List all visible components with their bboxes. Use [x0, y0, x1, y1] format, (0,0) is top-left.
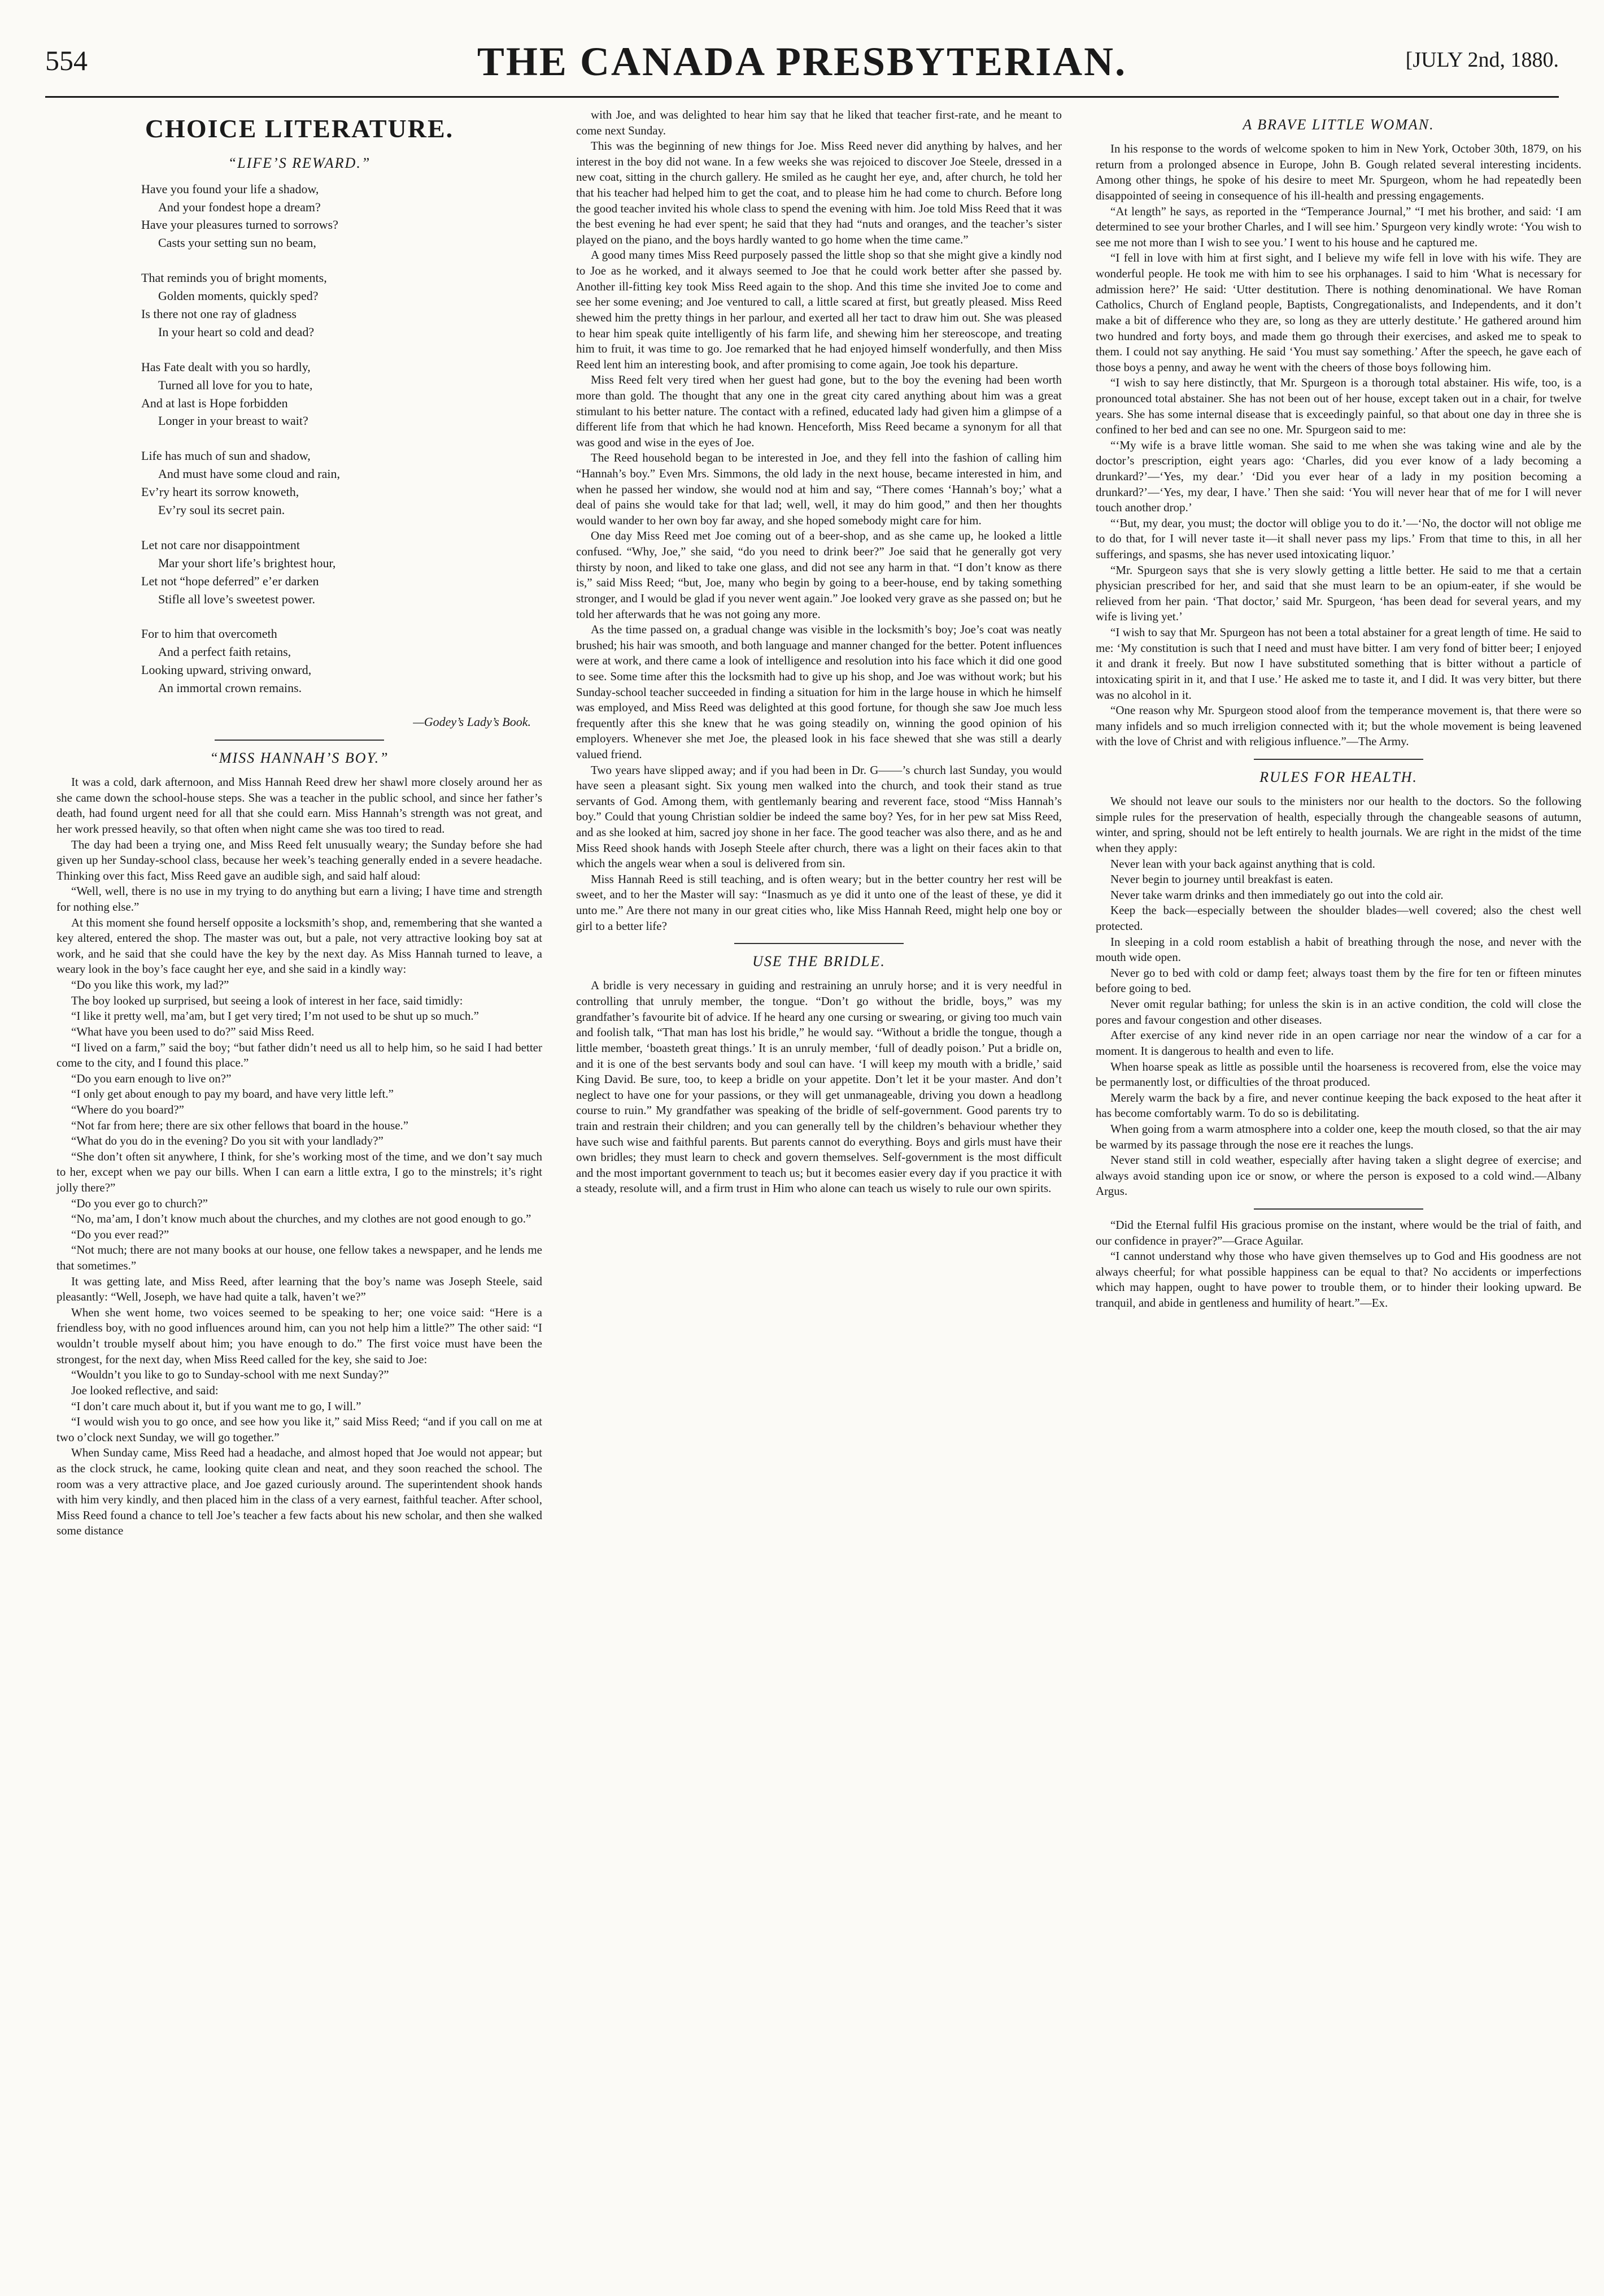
paragraph: “One reason why Mr. Spurgeon stood aloof from the temperance movement is, that there were so many infidels and so much irreligion connected with it; but the whole movement is being leavened with the love of Christ and with religious influence.”—The Army. [1096, 703, 1581, 749]
poem-credit: —Godey’s Lady’s Book. [413, 715, 531, 729]
poem-line: Longer in your breast to wait? [158, 414, 308, 428]
page-number: 554 [45, 45, 88, 76]
paragraph: Miss Reed felt very tired when her guest had gone, but to the boy the evening had been worth more than gold. The thought that any one in the great city cared anything about him was a great stimulant to his better nature. The contact with a refined, educated lady had given him a glimpse of a different life from that which he had known. Henceforth, Miss Reed became a synonym for all that was good and wise in the eyes of Joe. [576, 373, 1062, 449]
paragraph: “Do you ever go to church?” [71, 1196, 208, 1210]
paragraph: We should not leave our souls to the ministers nor our health to the doctors. So the following simple rules for the preservation of health, especially through the changeable seasons of autumn, winter, and spring, should not be left entirely to health journals. We are right in the midst of the time when they apply: [1096, 794, 1581, 855]
newspaper-title: THE CANADA PRESBYTERIAN. [477, 39, 1127, 84]
poem-stanza [141, 625, 542, 697]
paragraph: This was the beginning of new things for Joe. Miss Reed never did anything by halves, and her interest in the boy did not wane. In a few weeks she was rejoiced to discover Joe Steele, dressed in a new coat, sitting in the church gallery. He smiled as he caught her eye, and, after church, he told her that his teacher had helped him to get the coat, and to please him he had come to church. Before long the good teacher invited his whole class to spend the evening with him. Joe told Miss Reed that it was the best evening he had ever spent; he said that they had “nuts and oranges, and the teacher’s sister played on the piano, and the boys hardly wanted to go home when the time came.” [576, 139, 1062, 246]
paragraph: “At length” he says, as reported in the “Temperance Journal,” “I met his brother, and said: ‘I am determined to see your brother Charles, and I will see him.’ Spurgeon very kindly wrote: ‘You wish to see me not more than I wish to see you.’ I went to his house and he captured me. [1096, 204, 1581, 249]
paragraph: Keep the back—especially between the shoulder blades—well covered; also the chest well protected. [1096, 903, 1581, 933]
article-body-health [1096, 794, 1581, 1199]
poem-line: Turned all love for you to hate, [158, 377, 313, 392]
poem-line: And at last is Hope forbidden [141, 395, 288, 410]
paragraph: When going from a warm atmosphere into a colder one, keep the mouth closed, so that the air may be warmed by its passage through the nose ere it reaches the lungs. [1096, 1121, 1581, 1151]
paragraph: It was a cold, dark afternoon, and Miss Hannah Reed drew her shawl more closely around her as she came down the school-house steps. She was a teacher in the public school, and since her father’s death, had found urgent need for all that she could earn. Miss Hannah’s strength was not great, and her work pressed heavily, so that often when night came she was too tired to read. [56, 775, 542, 836]
paragraph: In his response to the words of welcome spoken to him in New York, October 30th, 1879, on his return from a prolonged absence in Europe, John B. Gough related several interesting incidents. Among other things, he spoke of his desire to meet Mr. Spurgeon, whom he had repeatedly been disappointed of seeing in consequence of his ill-health and pressing engagements. [1096, 142, 1581, 203]
paragraph: One day Miss Reed met Joe coming out of a beer-shop, and as she came up, he looked a little confused. “Why, Joe,” she said, “do you need to drink beer?” Joe said that he generally got very thirsty by noon, and liked to take one glass, and did not see any harm in that. “I don’t know as there is,” said Miss Reed; “but, Joe, many who begin by going to a beer-house, end by taking something stronger, and I would be glad if you never went again.” Joe looked very grave as she passed on; but he told her afterwards that he was not going any more. [576, 529, 1062, 621]
paragraph: “I lived on a farm,” said the boy; “but father didn’t need us all to help him, so he said I had better come to the city, and I found this place.” [56, 1040, 542, 1070]
poem-line: And a perfect faith retains, [158, 645, 291, 659]
paragraph: “She don’t often sit anywhere, I think, for she’s working most of the time, and we don’t say much to her, except when we pay our bills. When I can earn a little extra, I go to the minstrels; it’s right jolly there?” [56, 1149, 542, 1194]
poem-line: Ev’ry soul its secret pain. [158, 503, 285, 518]
poem [141, 180, 542, 697]
poem-line: Casts your setting sun no beam, [158, 236, 316, 250]
poem-title: “LIFE’S REWARD.” [228, 155, 371, 172]
paragraph: Two years have slipped away; and if you had been in Dr. G——’s church last Sunday, you would have seen a pleasant sight. Six young men walked into the church, and took their stand as true servants of God. Among them, with gentlemanly bearing and reverent face, stood “Miss Hannah’s boy.” Could that young Christian soldier be indeed the same boy? Yes, for in her pew sat Miss Reed, and as she looked at him, sacred joy shone in her face. The good teacher was also there, and as he and Miss Reed shook hands with Joseph Steele after church, there was a light on their faces akin to that which the angels wear when a soul is delivered from sin. [576, 763, 1062, 871]
column-3 [1096, 107, 1581, 1311]
poem-line: Ev’ry heart its sorrow knoweth, [141, 485, 299, 499]
paragraph: The day had been a trying one, and Miss Reed felt unusually weary; the Sunday before she had given up her Sunday-school class, because her week’s teaching generally ended in a severe headache. Thinking over this fact, Miss Reed gave an audible sigh, and said half aloud: [56, 837, 542, 882]
paragraph: Merely warm the back by a fire, and never continue keeping the back exposed to the heat after it has become comfortably warm. To do so is debilitating. [1096, 1090, 1581, 1120]
paragraph: When Sunday came, Miss Reed had a headache, and almost hoped that Joe would not appear; but as the clock struck, he came, looking quite clean and neat, and they soon reached the school. The room was a very attractive place, and Joe gazed curiously around. The superintendent shook hands with him very kindly, and then placed him in the class of a very earnest, faithful teacher. After school, Miss Reed found a chance to tell Joe’s teacher a few facts about his new scholar, and then she walked some distance [56, 1446, 542, 1538]
paragraph: “What have you been used to do?” said Miss Reed. [71, 1024, 315, 1038]
story-body [56, 775, 542, 1539]
paragraph: At this moment she found herself opposite a locksmith’s shop, and, remembering that she wanted a key altered, entered the shop. The master was out, but a pale, not very attractive looking boy sat at work, and he said that she could have the key by the next day. As Miss Hannah turned to leave, a weary look in the boy’s face caught her eye, and she said in a kindly way: [56, 915, 542, 976]
poem-line: Stifle all love’s sweetest power. [158, 592, 315, 606]
story-continued [576, 107, 1062, 934]
poem-line: Is there not one ray of gladness [141, 307, 297, 321]
paragraph: In sleeping in a cold room establish a habit of breathing through the nose, and never with the mouth wide open. [1096, 934, 1581, 964]
paragraph: “Not far from here; there are six other fellows that board in the house.” [71, 1118, 409, 1132]
poem-line: Have you found your life a shadow, [141, 181, 319, 196]
paragraph: A bridle is very necessary in guiding and restraining an unruly horse; and it is very needful in controlling that unruly member, the tongue. “Don’t go without the bridle, boys,” was my grandfather’s favourite bit of advice. If he heard any one cursing or swearing, or giving too much vain and foolish talk, “That man has lost his bridle,” he would say. “Without a bridle the tongue, though a little member, ‘boasteth great things.’ It is an unruly member, ‘full of deadly poison.’ Put a bridle on, and it is one of the best servants body and soul can have. ‘I will keep my mouth with a bridle,’ said King David. Be sure, too, to keep a bridle on your appetite. Don’t let it be your master. And don’t neglect to have one for your passions, or they will get unmanageable, driving you down a headlong course to ruin.” My grandfather was speaking of the bridle of self-government. Good parents try to train and restrain their children; and you can generally tell by the children’s behaviour whether they have such wise and faithful parents. But parents cannot do everything. Boys and girls must have their own bridles; they must learn to check and govern themselves. Self-government is the most difficult and the most important government to teach us; but it becomes easier every day if you practice it with a steady, resolute will, and a firm trust in Him who alone can teach us wisely to rule our own spirits. [576, 979, 1062, 1195]
article-title-health: RULES FOR HEALTH. [1259, 768, 1418, 785]
paragraph: “I like it pretty well, ma’am, but I get very tired; I’m not used to be shut up so much.” [71, 1009, 479, 1023]
paragraph: As the time passed on, a gradual change was visible in the locksmith’s boy; Joe’s coat was neatly brushed; his hair was smooth, and both language and manner changed for the better. Potent influences were at work, and there came a look of intelligence and resolution into his face which it did one good to see. Some time after this the locksmith had to give up his shop, and Joe was without work; but his Sunday-school teacher succeeded in finding a situation for him in the large house in which he himself was employed, and Miss Reed was delighted at this good fortune, for though she saw Joe much less frequently after this she knew that he was going steadily on, winning the good opinion of his employers. Whenever she met Joe, the pleased look in his face shewed that she was still a dearly valued friend. [576, 623, 1062, 761]
poem-stanza [141, 269, 542, 341]
masthead [45, 34, 1559, 98]
paragraph: “Do you like this work, my lad?” [71, 978, 229, 992]
paragraph: “Do you earn enough to live on?” [71, 1071, 232, 1085]
poem-stanza [141, 536, 542, 608]
poem-stanza [141, 447, 542, 519]
paragraph: Never lean with your back against anything that is cold. [1110, 856, 1375, 871]
paragraph: Joe looked reflective, and said: [71, 1383, 219, 1397]
paragraph: “Do you ever read?” [71, 1227, 169, 1241]
paragraph: “‘My wife is a brave little woman. She said to me when she was taking wine and ale by the doctor’s prescription, eight years ago: ‘Charles, did you ever know of a lady becoming a drunkard?’—‘Yes, my dear.’ ‘Did you ever hear of a lady in my position becoming a drunkard?’—‘Yes, my dear, I have.’ Then she said: ‘You will never hear that of me for I will never touch another drop.’ [1096, 438, 1581, 515]
paragraph: After exercise of any kind never ride in an open carriage nor near the window of a car for a moment. It is dangerous to health and even to life. [1096, 1028, 1581, 1058]
poem-line: Let not “hope deferred” e’er darken [141, 573, 319, 588]
paragraph: Never begin to journey until breakfast is eaten. [1110, 872, 1333, 886]
paragraph: “Well, well, there is no use in my trying to do anything but earn a living; I have time and strength for nothing else.” [56, 884, 542, 914]
quote-aguilar: “Did the Eternal fulfil His gracious promise on the instant, where would be the trial of faith, and our confidence in prayer?”—Grace Aguilar. [1096, 1217, 1581, 1247]
poem-line: And your fondest hope a dream? [158, 199, 321, 214]
poem-line: An immortal crown remains. [158, 681, 302, 695]
divider [1254, 1208, 1423, 1210]
article-title-woman: A BRAVE LITTLE WOMAN. [1243, 116, 1435, 133]
poem-line: For to him that overcometh [141, 627, 277, 641]
paragraph: A good many times Miss Reed purposely passed the little shop so that she might give a kindly nod to Joe as he worked, and it always seemed to Joe that he could work better after she passed by. Another ill-fitting key took Miss Reed again to the shop. And this time she invited Joe to come and see her some evening; and Joe ventured to call, a little scared at first, but greatly pleased. Miss Reed shewed him the pretty things in her parlour, and exerted all her tact to draw him out. She was pleased to hear him speak quite intelligently of his farm life, and shewing him her stereoscope, and treating him to fruit, it was time to go. Joe remarked that he had enjoyed himself wonderfully, and then Miss Reed lent him an interesting book, and after promising to come again, Joe took his departure. [576, 248, 1062, 371]
paragraph: “I would wish you to go once, and see how you like it,” said Miss Reed; “and if you call on me at two o’clock next Sunday, we will go together.” [56, 1415, 542, 1444]
paragraph: “Mr. Spurgeon says that she is very slowly getting a little better. He said to me that a certain physician prescribed for her, and said that she must learn to be an opium-eater, if she would be relieved from her pain. ‘That doctor,’ said Mr. Spurgeon, ‘has been dead for several years, and my wife is living yet.’ [1096, 563, 1581, 624]
paragraph: “‘But, my dear, you must; the doctor will oblige you to do it.’—‘No, the doctor will not oblige me to do that, for I will never taste it—it shall never pass my lips.’ From that time to this, in all her sufferings, and spasms, she has never used intoxicating liquor.’ [1096, 516, 1581, 562]
paragraph: Never go to bed with cold or damp feet; always toast them by the fire for ten or fifteen minutes before going to bed. [1096, 966, 1581, 995]
paragraph: “Not much; there are not many books at our house, one fellow takes a newspaper, and he lends me that sometimes.” [56, 1243, 542, 1273]
poem-stanza [141, 180, 542, 253]
poem-line: In your heart so cold and dead? [158, 324, 315, 339]
paragraph: Never stand still in cold weather, especially after having taken a slight degree of exercise; and always avoid standing upon ice or snow, or where the person is exposed to a cold wind.—Albany Argus. [1096, 1153, 1581, 1198]
issue-date: [JULY 2nd, 1880. [1405, 48, 1559, 72]
poem-line: Life has much of sun and shadow, [141, 449, 311, 463]
paragraph: Never take warm drinks and then immediately go out into the cold air. [1110, 888, 1444, 902]
divider [1254, 759, 1423, 760]
article-body-woman [1096, 141, 1581, 750]
column-2 [576, 107, 1062, 1197]
paragraph: “I wish to say that Mr. Spurgeon has not been a total abstainer for a great length of time. He said to me: ‘My constitution is such that I need and must have bitter. I am very fond of bitter beer; I enjoyed it and drank it freely. But now I have substituted something that is bitter without a particle of intoxicating spirit in it, and that I use.’ He asked me to taste it, and I did. It was very bitter, but there was no alcohol in it. [1096, 625, 1581, 702]
paragraph: It was getting late, and Miss Reed, after learning that the boy’s name was Joseph Steele, said pleasantly: “Well, Joseph, we have had quite a talk, haven’t we?” [56, 1274, 542, 1304]
story-title: “MISS HANNAH’S BOY.” [210, 749, 389, 766]
paragraph: with Joe, and was delighted to hear him say that he liked that teacher first-rate, and he meant to come next Sunday. [576, 108, 1062, 137]
paragraph: When she went home, two voices seemed to be speaking to her; one voice said: “Here is a friendless boy, with no good influences around him, can you not help him a little?” The other said: “I wouldn’t trouble myself about him; you have enough to do.” The first voice must have been the strongest, for the next day, when Miss Reed called for the key, she said to Joe: [56, 1305, 542, 1366]
paragraph: “I only get about enough to pay my board, and have very little left.” [71, 1087, 394, 1101]
divider [734, 943, 904, 944]
quote-ex: “I cannot understand why those who have given themselves up to God and His goodness are not always cheerful; for what possible happiness can be equal to that? No accidents or imperfections which may happen, ought to have power to trouble them, or to hinder their looking upward. Be tranquil, and abide in gentleness and humility of heart.”—Ex. [1096, 1249, 1581, 1310]
paragraph: Miss Hannah Reed is still teaching, and is often weary; but in the better country her rest will be sweet, and to her the Master will say: “Inasmuch as ye did it unto one of the least of these, ye did it unto me.” Are there not many in our great cities who, like Miss Hannah Reed, might help one boy or girl to a better life? [576, 872, 1062, 933]
paragraph: “I wish to say here distinctly, that Mr. Spurgeon is a thorough total abstainer. His wife, too, is a pronounced total abstainer. She has not been out of her house, except taken out in a chair, for twelve years. She has some internal disease that is exceedingly painful, so that about one day in three she is confined to her bed and can see no one. Mr. Spurgeon said to me: [1096, 376, 1581, 437]
column-1 [56, 107, 542, 1539]
poem-line: Let not care nor disappointment [141, 537, 300, 552]
poem-line: Golden moments, quickly sped? [158, 289, 319, 303]
paragraph: “Wouldn’t you like to go to Sunday-school with me next Sunday?” [71, 1368, 389, 1382]
article-body-bridle [576, 978, 1062, 1197]
paragraph: “I don’t care much about it, but if you want me to go, I will.” [71, 1399, 361, 1413]
divider [215, 740, 384, 741]
article-title-bridle: USE THE BRIDLE. [752, 953, 886, 970]
poem-line: And must have some cloud and rain, [158, 467, 340, 481]
poem-line: Has Fate dealt with you so hardly, [141, 359, 311, 374]
poem-stanza [141, 358, 542, 430]
paragraph: The boy looked up surprised, but seeing a look of interest in her face, said timidly: [71, 993, 463, 1007]
paragraph: “I fell in love with him at first sight, and I believe my wife fell in love with his wife. They are wonderful people. He took me with him to see his orphanages. I said to him ‘What is necessary for admission here?’ He said: ‘Utter destitution. There is nothing denominational. We have Roman Catholics, Church of England people, Baptists, Congregationalists, and Independents, and it don’t make a bit of difference who they are, so long as they are utterly destitute.’ He gathered around him two hundred and forty boys, and made them go through their exercises, and asked me to speak to them. I could not say anything. He said ‘You must say something.’ After the speech, he gave each of those boys a penny, and away he went with the cheers of those boys following him. [1096, 251, 1581, 374]
paragraph: “Where do you board?” [71, 1102, 184, 1116]
section-title: CHOICE LITERATURE. [145, 114, 454, 143]
paragraph: Never omit regular bathing; for unless the skin is in an active condition, the cold will close the pores and favour congestion and other diseases. [1096, 997, 1581, 1027]
poem-line: Have your pleasures turned to sorrows? [141, 218, 338, 232]
poem-line: Looking upward, striving onward, [141, 663, 312, 677]
paragraph: The Reed household began to be interested in Joe, and they fell into the fashion of calling him “Hannah’s boy.” Even Mrs. Simmons, the old lady in the next house, became interested in him, and when he passed her window, she would nod at him and say, “There comes ‘Hannah’s boy;’ what a deal of pains she would take for that lad; well, well, it may do him good,” and then her thoughts would wander to her own boy far away, and she hoped somebody might care for him. [576, 451, 1062, 527]
poem-line: Mar your short life’s brightest hour, [158, 555, 336, 570]
paragraph: When hoarse speak as little as possible until the hoarseness is recovered from, else the voice may be permanently lost, or difficulties of the throat produced. [1096, 1059, 1581, 1089]
paragraph: “No, ma’am, I don’t know much about the churches, and my clothes are not good enough to go.” [71, 1212, 531, 1226]
paragraph: “What do you do in the evening? Do you sit with your landlady?” [71, 1134, 383, 1148]
poem-line: That reminds you of bright moments, [141, 271, 327, 285]
